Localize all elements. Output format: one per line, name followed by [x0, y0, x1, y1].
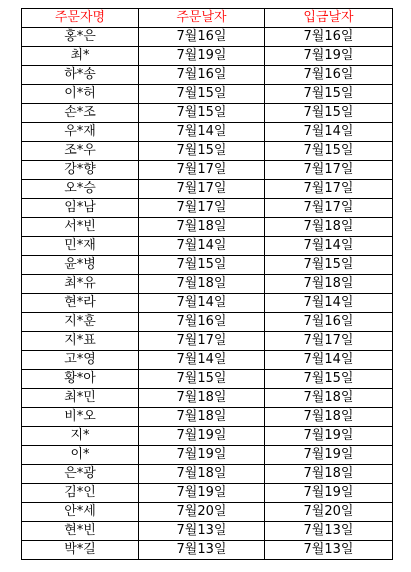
cell-deposit-date: 7월17일 — [265, 332, 393, 351]
cell-orderer-name: 고*영 — [22, 351, 139, 370]
cell-order-date: 7월14일 — [139, 351, 265, 370]
cell-order-date: 7월15일 — [139, 142, 265, 161]
cell-orderer-name: 민*재 — [22, 237, 139, 256]
table-row — [22, 275, 393, 294]
cell-deposit-date: 7월14일 — [265, 351, 393, 370]
header-row — [22, 9, 393, 28]
table-row — [22, 465, 393, 484]
table-row — [22, 351, 393, 370]
cell-orderer-name: 지* — [22, 427, 139, 446]
header-order-date: 주문날자 — [139, 9, 265, 28]
cell-order-date: 7월16일 — [139, 28, 265, 47]
cell-order-date: 7월14일 — [139, 237, 265, 256]
cell-order-date: 7월15일 — [139, 85, 265, 104]
table-row — [22, 370, 393, 389]
cell-order-date: 7월18일 — [139, 218, 265, 237]
cell-order-date: 7월14일 — [139, 294, 265, 313]
cell-deposit-date: 7월15일 — [265, 142, 393, 161]
cell-deposit-date: 7월18일 — [265, 465, 393, 484]
cell-order-date: 7월15일 — [139, 256, 265, 275]
table-row — [22, 503, 393, 522]
table-row — [22, 427, 393, 446]
cell-orderer-name: 최* — [22, 47, 139, 66]
table-row — [22, 218, 393, 237]
cell-orderer-name: 최*민 — [22, 389, 139, 408]
cell-orderer-name: 임*남 — [22, 199, 139, 218]
table-row — [22, 484, 393, 503]
table-row — [22, 408, 393, 427]
cell-order-date: 7월17일 — [139, 161, 265, 180]
table-body — [22, 28, 393, 560]
cell-order-date: 7월15일 — [139, 370, 265, 389]
cell-deposit-date: 7월15일 — [265, 104, 393, 123]
cell-order-date: 7월16일 — [139, 66, 265, 85]
cell-order-date: 7월19일 — [139, 47, 265, 66]
table-row — [22, 123, 393, 142]
cell-deposit-date: 7월14일 — [265, 123, 393, 142]
cell-orderer-name: 강*향 — [22, 161, 139, 180]
cell-deposit-date: 7월18일 — [265, 218, 393, 237]
cell-order-date: 7월13일 — [139, 522, 265, 541]
cell-orderer-name: 박*길 — [22, 541, 139, 560]
cell-orderer-name: 지*표 — [22, 332, 139, 351]
table-row — [22, 199, 393, 218]
table-row — [22, 294, 393, 313]
cell-order-date: 7월13일 — [139, 541, 265, 560]
cell-orderer-name: 하*송 — [22, 66, 139, 85]
table-row — [22, 85, 393, 104]
table-row — [22, 522, 393, 541]
table-row — [22, 180, 393, 199]
cell-orderer-name: 홍*은 — [22, 28, 139, 47]
table-row — [22, 142, 393, 161]
cell-deposit-date: 7월18일 — [265, 275, 393, 294]
table-row — [22, 541, 393, 560]
cell-order-date: 7월17일 — [139, 199, 265, 218]
cell-deposit-date: 7월20일 — [265, 503, 393, 522]
cell-order-date: 7월14일 — [139, 123, 265, 142]
cell-deposit-date: 7월17일 — [265, 180, 393, 199]
cell-deposit-date: 7월14일 — [265, 237, 393, 256]
table-row — [22, 66, 393, 85]
cell-orderer-name: 황*아 — [22, 370, 139, 389]
cell-orderer-name: 현*빈 — [22, 522, 139, 541]
table-row — [22, 389, 393, 408]
header-deposit-date: 입금날자 — [265, 9, 393, 28]
cell-deposit-date: 7월15일 — [265, 370, 393, 389]
table-row — [22, 237, 393, 256]
cell-orderer-name: 김*인 — [22, 484, 139, 503]
cell-deposit-date: 7월17일 — [265, 199, 393, 218]
cell-deposit-date: 7월19일 — [265, 484, 393, 503]
cell-orderer-name: 이*허 — [22, 85, 139, 104]
cell-deposit-date: 7월14일 — [265, 294, 393, 313]
cell-deposit-date: 7월19일 — [265, 427, 393, 446]
cell-deposit-date: 7월13일 — [265, 541, 393, 560]
table-row — [22, 28, 393, 47]
cell-orderer-name: 현*라 — [22, 294, 139, 313]
order-table — [21, 8, 393, 560]
cell-orderer-name: 서*빈 — [22, 218, 139, 237]
cell-orderer-name: 오*승 — [22, 180, 139, 199]
cell-order-date: 7월18일 — [139, 389, 265, 408]
cell-orderer-name: 이* — [22, 446, 139, 465]
cell-order-date: 7월19일 — [139, 446, 265, 465]
table-row — [22, 256, 393, 275]
cell-deposit-date: 7월18일 — [265, 389, 393, 408]
cell-deposit-date: 7월19일 — [265, 446, 393, 465]
cell-order-date: 7월17일 — [139, 180, 265, 199]
table-header — [22, 9, 393, 28]
cell-orderer-name: 은*광 — [22, 465, 139, 484]
cell-orderer-name: 윤*병 — [22, 256, 139, 275]
cell-deposit-date: 7월13일 — [265, 522, 393, 541]
cell-order-date: 7월18일 — [139, 408, 265, 427]
cell-order-date: 7월16일 — [139, 313, 265, 332]
cell-deposit-date: 7월16일 — [265, 66, 393, 85]
cell-order-date: 7월19일 — [139, 484, 265, 503]
table-row — [22, 161, 393, 180]
cell-deposit-date: 7월18일 — [265, 408, 393, 427]
table-row — [22, 332, 393, 351]
cell-orderer-name: 최*유 — [22, 275, 139, 294]
cell-order-date: 7월15일 — [139, 104, 265, 123]
cell-deposit-date: 7월15일 — [265, 256, 393, 275]
cell-orderer-name: 우*재 — [22, 123, 139, 142]
cell-deposit-date: 7월16일 — [265, 28, 393, 47]
cell-orderer-name: 안*세 — [22, 503, 139, 522]
cell-orderer-name: 손*조 — [22, 104, 139, 123]
cell-orderer-name: 지*훈 — [22, 313, 139, 332]
cell-orderer-name: 조*우 — [22, 142, 139, 161]
table-row — [22, 446, 393, 465]
table-row — [22, 313, 393, 332]
cell-order-date: 7월19일 — [139, 427, 265, 446]
cell-deposit-date: 7월19일 — [265, 47, 393, 66]
cell-order-date: 7월18일 — [139, 465, 265, 484]
cell-orderer-name: 비*오 — [22, 408, 139, 427]
cell-order-date: 7월18일 — [139, 275, 265, 294]
header-orderer-name: 주문자명 — [22, 9, 139, 28]
cell-deposit-date: 7월15일 — [265, 85, 393, 104]
table-row — [22, 104, 393, 123]
table-row — [22, 47, 393, 66]
cell-deposit-date: 7월16일 — [265, 313, 393, 332]
cell-deposit-date: 7월17일 — [265, 161, 393, 180]
cell-order-date: 7월17일 — [139, 332, 265, 351]
cell-order-date: 7월20일 — [139, 503, 265, 522]
